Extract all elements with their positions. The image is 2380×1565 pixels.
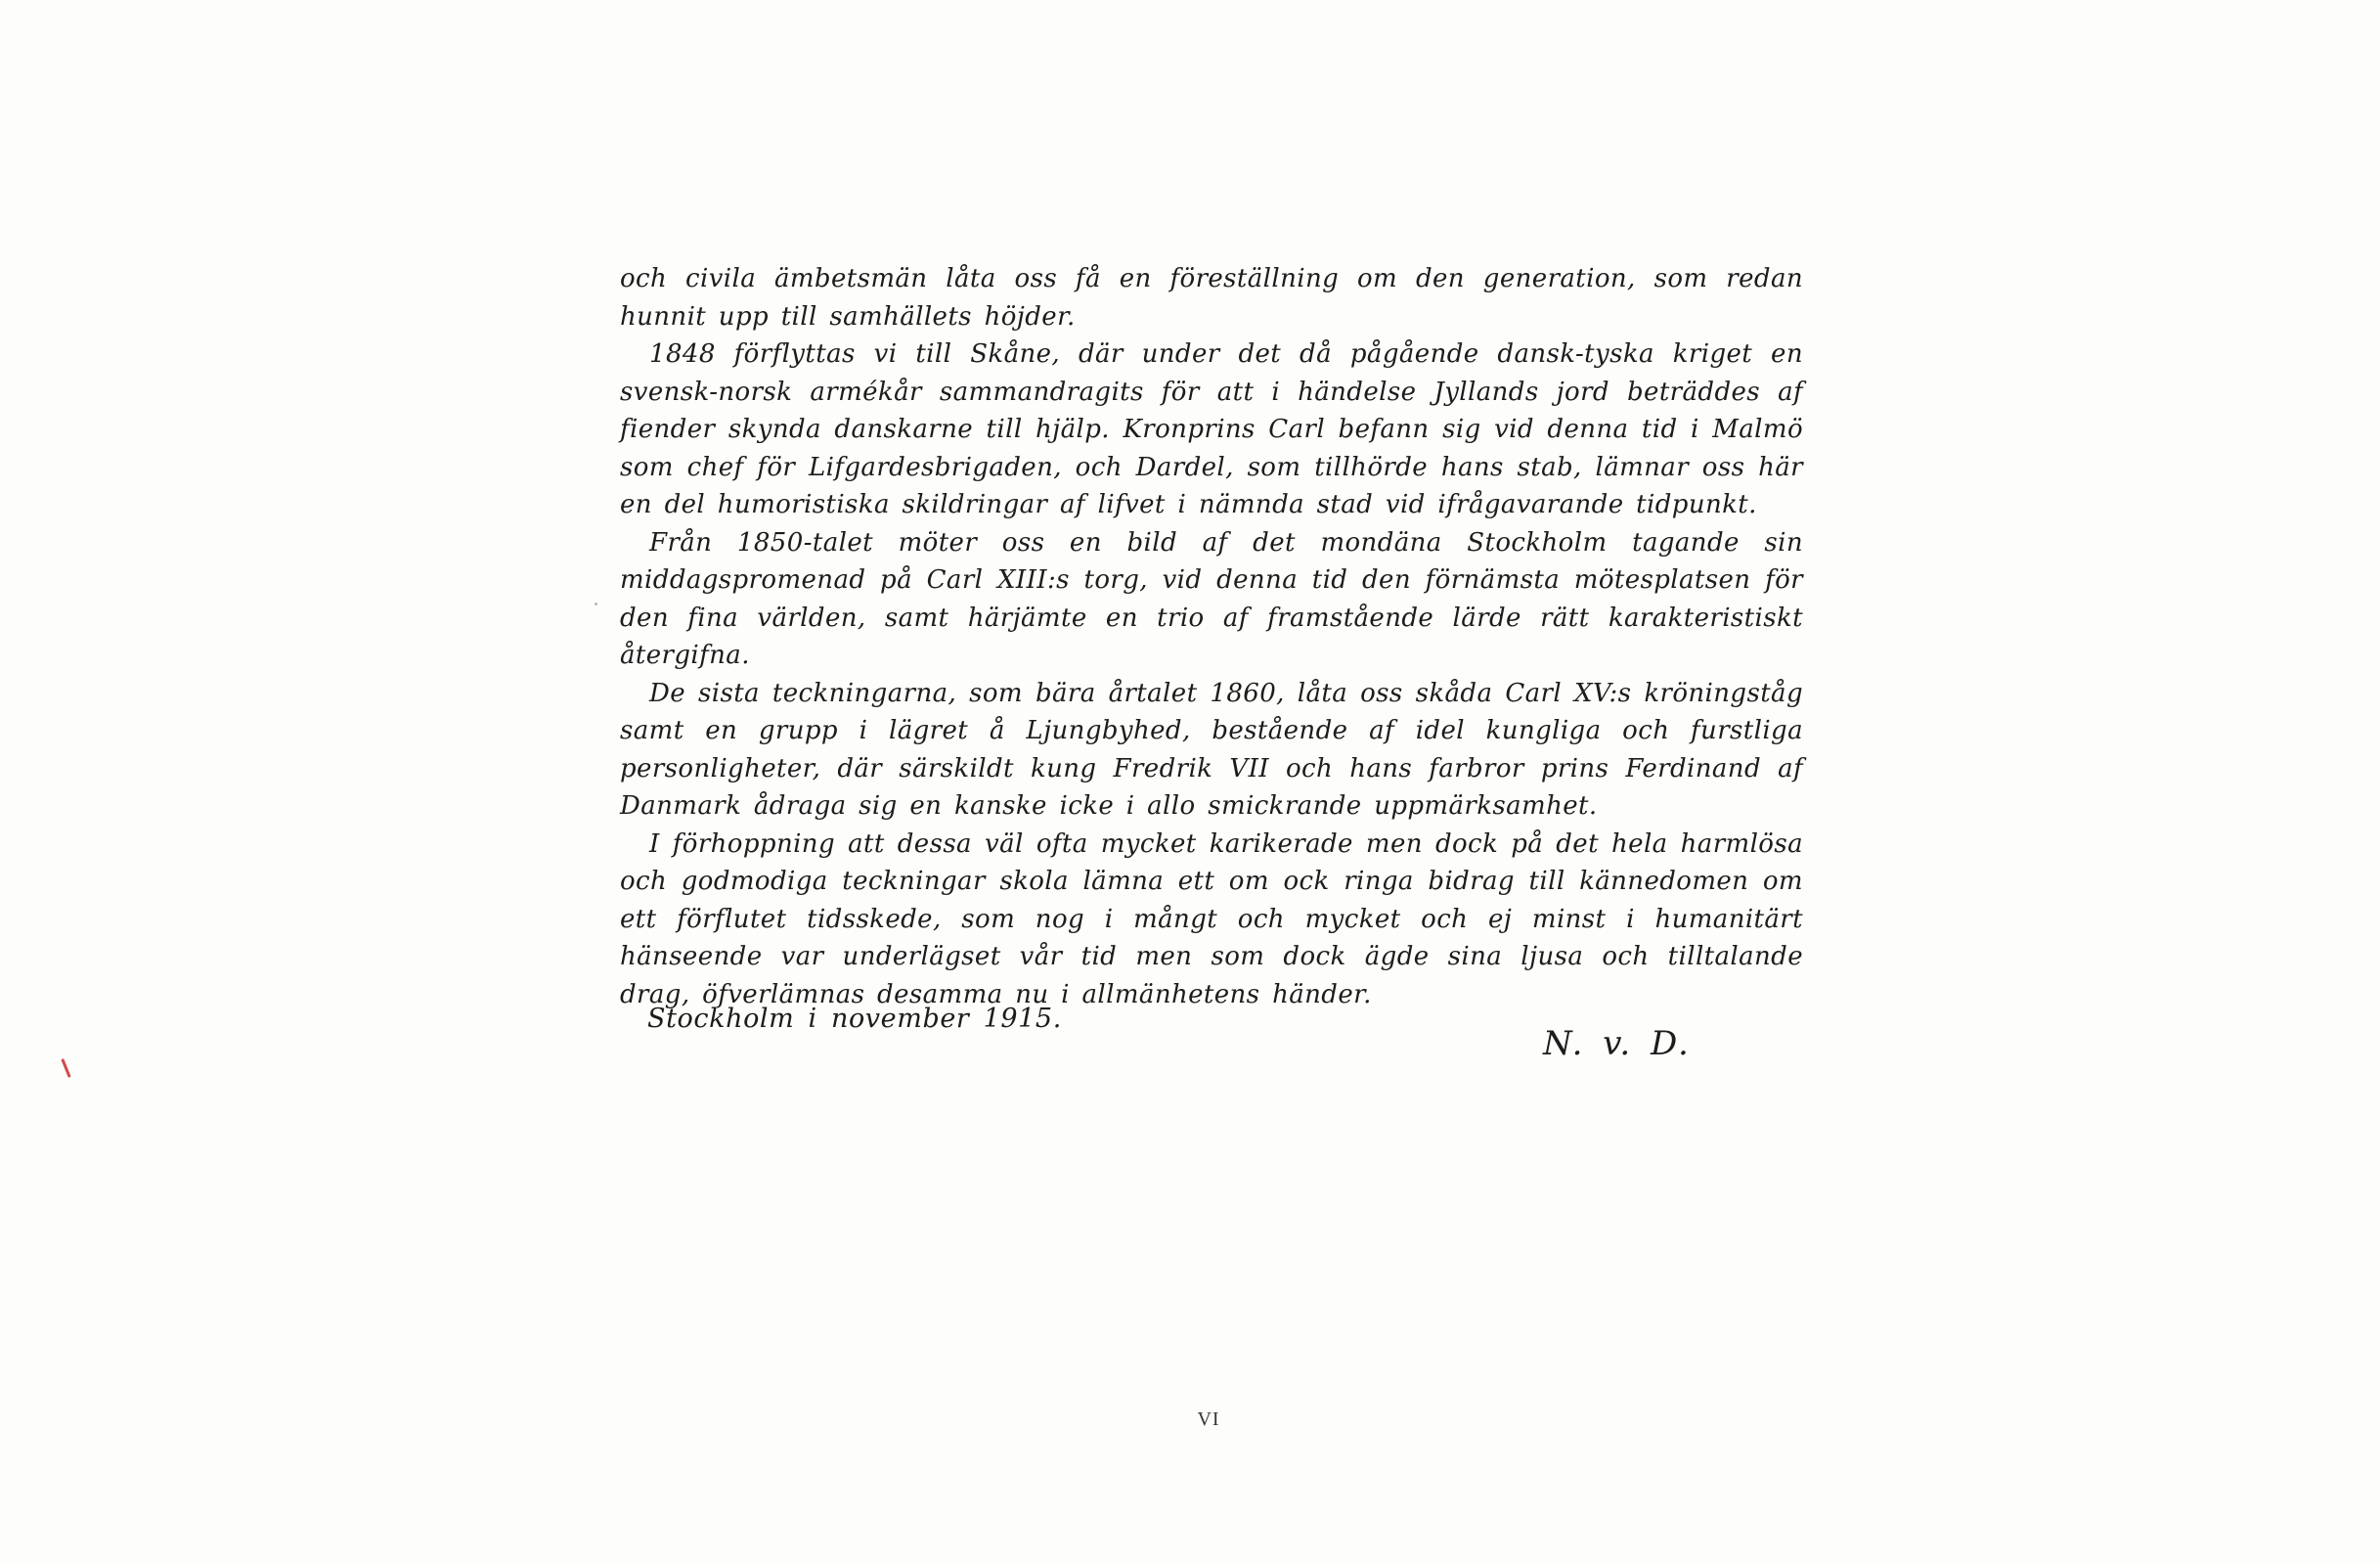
paragraph-closing-remarks: I förhoppning att dessa väl ofta mycket karikerade men dock på det hela harmlösa och godmodiga teckningar skola lämna ett om ock ringa bidrag till kännedomen om ett förflutet tidsskede, som nog i mångt och mycket och ej minst i humanitärt hänseende var underlägset vår tid men som dock ägde sina ljusa och tilltalande drag, öfverlämnas desamma nu i allmänhetens händer. [620, 828, 1803, 1009]
paper-speck [595, 603, 597, 605]
paragraph-1848: 1848 förflyttas vi till Skåne, där under det då pågående dansk-tyska kriget en svensk-norsk armékår sammandragits för att i händelse Jyllands jord beträddes af fiender skynda danskarne till hjälp. Kronprins Carl befann sig vid denna tid i Malmö som chef för Lifgardesbrigaden, och Dardel, som tillhörde hans stab, lämnar oss här en del humoristiska skildringar af lifvet i nämnda stad vid ifrågavarande tidpunkt. [620, 339, 1803, 519]
paragraph-1860: De sista teckningarna, som bära årtalet 1860, låta oss skåda Carl XV:s kröningståg samt en grupp i lägret å Ljungbyhed, bestående af idel kungliga och furstliga personligheter, där särskildt kung Fredrik VII och hans farbror prins Ferdinand af Danmark ådraga sig en kanske icke i allo smickrande uppmärksamhet. [620, 678, 1803, 821]
red-margin-mark [61, 1058, 70, 1078]
page-number: VI [1197, 1408, 1220, 1430]
author-signature: N. v. D. [1543, 1024, 1691, 1063]
paragraph-continuation: och civila ämbetsmän låta oss få en föreställning om den generation, som redan hunnit upp till samhällets höjder. [620, 264, 1803, 332]
body-text [620, 260, 1803, 1013]
place-and-date: Stockholm i november 1915. [647, 1004, 1062, 1034]
paragraph-1850: Från 1850-talet möter oss en bild af det mondäna Stockholm tagande sin middagspromenad på Carl XIII:s torg, vid denna tid den förnämsta mötesplatsen för den fina världen, samt härjämte en trio af framstående lärde rätt karakteristiskt återgifna. [620, 527, 1803, 670]
